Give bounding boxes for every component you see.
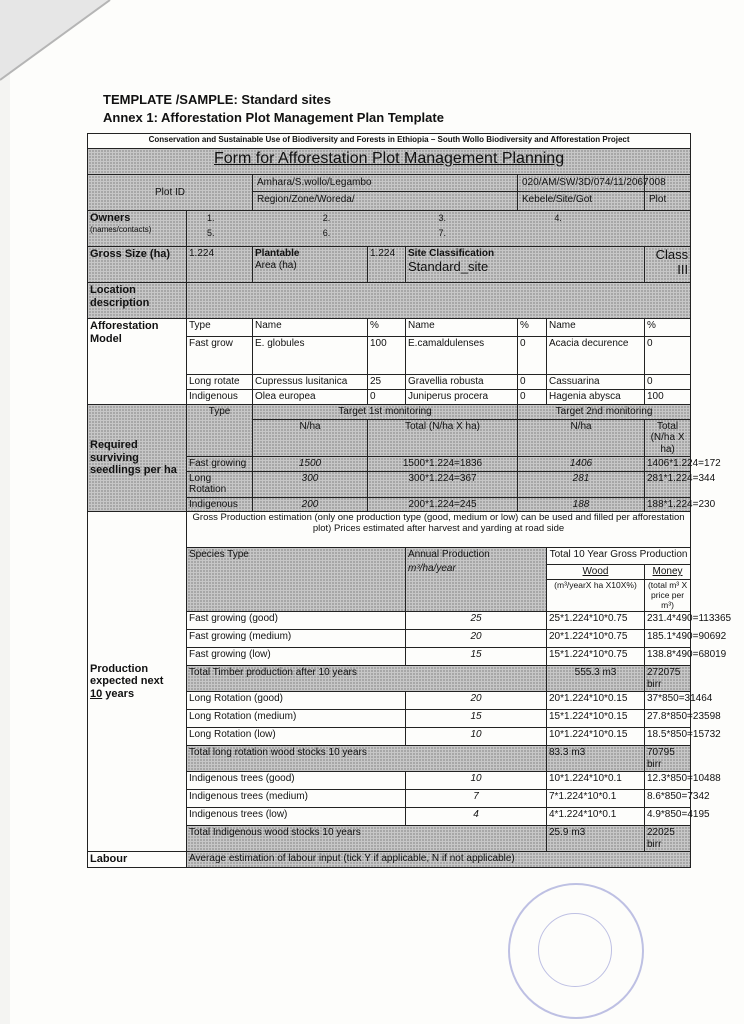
production-label-line1: Production (90, 662, 149, 675)
seedlings-cell: 1500 (253, 457, 368, 472)
target-2-header: Target 2nd monitoring (518, 405, 691, 420)
production-wood: 15*1.224*10*0.75 (547, 648, 645, 666)
seedlings-type-header: Type (187, 405, 253, 457)
plantable-value: 1.224 (368, 247, 406, 283)
afforestation-model-label: Afforestation Model (88, 319, 187, 405)
production-money: 4.9*850=4195 (645, 808, 691, 826)
production-label (88, 512, 187, 852)
t1-total-header: Total (N/ha X ha) (368, 419, 518, 457)
seedlings-cell: 1406*1.224=172 (645, 457, 691, 472)
model-cell: 0 (645, 375, 691, 390)
production-wood: 10*1.224*10*0.15 (547, 728, 645, 746)
folded-corner-mark (0, 0, 110, 90)
model-header-name-2: Name (406, 319, 518, 337)
gross-size-label: Gross Size (ha) (88, 247, 187, 283)
model-cell: Gravellia robusta (406, 375, 518, 390)
model-header-pct-3: % (645, 319, 691, 337)
production-species: Fast growing (low) (187, 648, 406, 666)
class-value: Class III (645, 247, 691, 283)
production-wood: 10*1.224*10*0.1 (547, 772, 645, 790)
production-wood: 15*1.224*10*0.15 (547, 710, 645, 728)
production-money: 231.4*490=113365 (645, 612, 691, 630)
production-money: 37*850=31464 (645, 692, 691, 710)
model-header-pct-2: % (518, 319, 547, 337)
model-cell: Hagenia abysca (547, 390, 645, 405)
model-cell: Indigenous (187, 390, 253, 405)
production-annual: 10 (406, 728, 547, 746)
production-species: Long Rotation (good) (187, 692, 406, 710)
production-total-money: 70795 birr (645, 746, 691, 772)
t2-nha-header: N/ha (518, 419, 645, 457)
model-cell: Acacia decurence (547, 337, 645, 375)
seedlings-cell: 300*1.224=367 (368, 471, 518, 497)
plantable-area-label: Area (ha) (255, 259, 297, 271)
production-wood: 4*1.224*10*0.1 (547, 808, 645, 826)
production-money: 8.6*850=7342 (645, 790, 691, 808)
production-annual: 15 (406, 710, 547, 728)
plot-management-form (87, 133, 732, 868)
plot-id-label: Plot ID (88, 175, 253, 211)
plot-label: Plot (649, 193, 667, 205)
wood-unit: (m³/yearX ha X10X%) (547, 580, 645, 612)
model-cell: 100 (368, 337, 406, 375)
location-row (88, 283, 691, 319)
production-species: Fast growing (medium) (187, 630, 406, 648)
labour-note: Average estimation of labour input (tick Y if applicable, N if not applicable) (187, 852, 691, 868)
owners-sublabel: (names/contacts) (90, 224, 152, 234)
seedlings-cell: 1500*1.224=1836 (368, 457, 518, 472)
seedlings-cell: Indigenous (187, 497, 253, 512)
seedlings-cell: Fast growing (187, 457, 253, 472)
seedlings-cell: 1406 (518, 457, 645, 472)
region-value: Amhara/S.wollo/Legambo (253, 175, 517, 192)
gross-size-row (88, 247, 691, 283)
production-species: Indigenous trees (low) (187, 808, 406, 826)
production-wood: 25*1.224*10*0.75 (547, 612, 645, 630)
production-money: 185.1*490=90692 (645, 630, 691, 648)
site-classification-value: Standard_site (408, 258, 489, 274)
seedlings-cell: 281 (518, 471, 645, 497)
model-header-type: Type (187, 319, 253, 337)
model-cell: Cupressus lusitanica (253, 375, 368, 390)
model-header-name-1: Name (253, 319, 368, 337)
plantable-label: Plantable (255, 248, 300, 259)
project-title: Conservation and Sustainable Use of Biodiversity and Forests in Ethiopia – South Wollo Biodiversity and Afforestation Project (88, 134, 691, 149)
production-wood: 20*1.224*10*0.15 (547, 692, 645, 710)
target-1-header: Target 1st monitoring (253, 405, 518, 420)
money-unit: (total m³ X price per m³) (645, 580, 691, 612)
production-total-label: Total Indigenous wood stocks 10 years (187, 826, 547, 852)
production-wood: 20*1.224*10*0.75 (547, 630, 645, 648)
kebele-label: Kebele/Site/Got (522, 193, 593, 205)
kebele-value: 020/AM/SW/3D/074/11/2067 (518, 175, 644, 192)
owner-3: 3. (438, 213, 447, 223)
gross-size-value: 1.224 (187, 247, 253, 283)
owner-1: 1. (207, 213, 215, 223)
region-label: Region/Zone/Woreda/ (257, 193, 355, 205)
seedlings-cell: 200*1.224=245 (368, 497, 518, 512)
production-annual: 20 (406, 692, 547, 710)
production-annual: 10 (406, 772, 547, 790)
production-label-years: years (102, 687, 135, 700)
labour-label: Labour (88, 852, 187, 868)
seedlings-cell: Long Rotation (187, 471, 253, 497)
production-label-line2: expected next (90, 675, 164, 688)
wood-header: Wood (547, 565, 645, 580)
model-header-name-3: Name (547, 319, 645, 337)
production-species: Indigenous trees (good) (187, 772, 406, 790)
model-cell: Long rotate (187, 375, 253, 390)
location-label: Location description (88, 283, 187, 319)
production-note: Gross Production estimation (only one production type (good, medium or low) can be used and filled per afforestation plot) Prices estimated after harvest and yarding at road side (187, 512, 691, 548)
form-title: Form for Afforestation Plot Management Planning (88, 149, 691, 175)
production-money: 12.3*850=10488 (645, 772, 691, 790)
model-cell: 0 (518, 390, 547, 405)
annual-production-header: Annual Production (408, 549, 490, 560)
production-money: 18.5*850=15732 (645, 728, 691, 746)
seedlings-cell: 281*1.224=344 (645, 471, 691, 497)
annual-production-unit: m³/ha/year (408, 562, 456, 574)
production-total-wood: 555.3 m3 (547, 666, 645, 692)
production-annual: 20 (406, 630, 547, 648)
owners-label: Owners (90, 212, 131, 224)
production-total-money: 272075 birr (645, 666, 691, 692)
model-cell: 100 (645, 390, 691, 405)
production-total-label: Total long rotation wood stocks 10 years (187, 746, 547, 772)
model-cell: 0 (368, 390, 406, 405)
production-species: Fast growing (good) (187, 612, 406, 630)
labour-row (88, 852, 691, 868)
production-annual: 7 (406, 790, 547, 808)
production-species: Indigenous trees (medium) (187, 790, 406, 808)
owner-8 (554, 228, 670, 238)
t2-total-header: Total (N/ha X ha) (645, 419, 691, 457)
site-classification-label: Site Classification (408, 248, 495, 259)
model-cell: E.camaldulenses (406, 337, 518, 375)
model-cell: Juniperus procera (406, 390, 518, 405)
species-type-header: Species Type (187, 548, 406, 612)
production-wood: 7*1.224*10*0.1 (547, 790, 645, 808)
production-total-wood: 25.9 m3 (547, 826, 645, 852)
annex-heading: Annex 1: Afforestation Plot Management Plan Template (103, 110, 444, 125)
seedlings-cell: 188*1.224=230 (645, 497, 691, 512)
model-cell: Cassuarina (547, 375, 645, 390)
owners-row (88, 211, 691, 247)
model-cell: Fast grow (187, 337, 253, 375)
model-cell: E. globules (253, 337, 368, 375)
production-species: Long Rotation (medium) (187, 710, 406, 728)
production-money: 27.8*850=23598 (645, 710, 691, 728)
official-seal-inner-ring (538, 913, 612, 987)
seedlings-cell: 200 (253, 497, 368, 512)
production-annual: 25 (406, 612, 547, 630)
production-annual: 15 (406, 648, 547, 666)
seedlings-cell: 300 (253, 471, 368, 497)
production-money: 138.8*490=68019 (645, 648, 691, 666)
owner-4: 4. (554, 213, 562, 223)
production-species: Long Rotation (low) (187, 728, 406, 746)
owner-2: 2. (322, 213, 331, 223)
production-annual: 4 (406, 808, 547, 826)
plot-number: 008 (645, 175, 690, 192)
production-total-label: Total Timber production after 10 years (187, 666, 547, 692)
model-cell: 0 (645, 337, 691, 375)
t1-nha-header: N/ha (253, 419, 368, 457)
model-header-pct-1: % (368, 319, 406, 337)
model-cell: 25 (368, 375, 406, 390)
production-total-wood: 83.3 m3 (547, 746, 645, 772)
model-cell: 0 (518, 375, 547, 390)
owner-6: 6. (322, 228, 331, 239)
seedlings-label: Required surviving seedlings per ha (88, 405, 187, 512)
location-value (187, 283, 691, 319)
plot-id-row (88, 175, 691, 211)
official-seal-stamp (508, 883, 644, 1019)
seedlings-cell: 188 (518, 497, 645, 512)
template-heading: TEMPLATE /SAMPLE: Standard sites (103, 92, 332, 107)
production-total-money: 22025 birr (645, 826, 691, 852)
money-header: Money (645, 565, 691, 580)
production-label-years-number: 10 (90, 687, 103, 700)
owner-5: 5. (207, 228, 215, 239)
model-cell: Olea europea (253, 390, 368, 405)
model-cell: 0 (518, 337, 547, 375)
owner-7: 7. (438, 228, 447, 239)
total-production-header: Total 10 Year Gross Production (547, 548, 691, 565)
